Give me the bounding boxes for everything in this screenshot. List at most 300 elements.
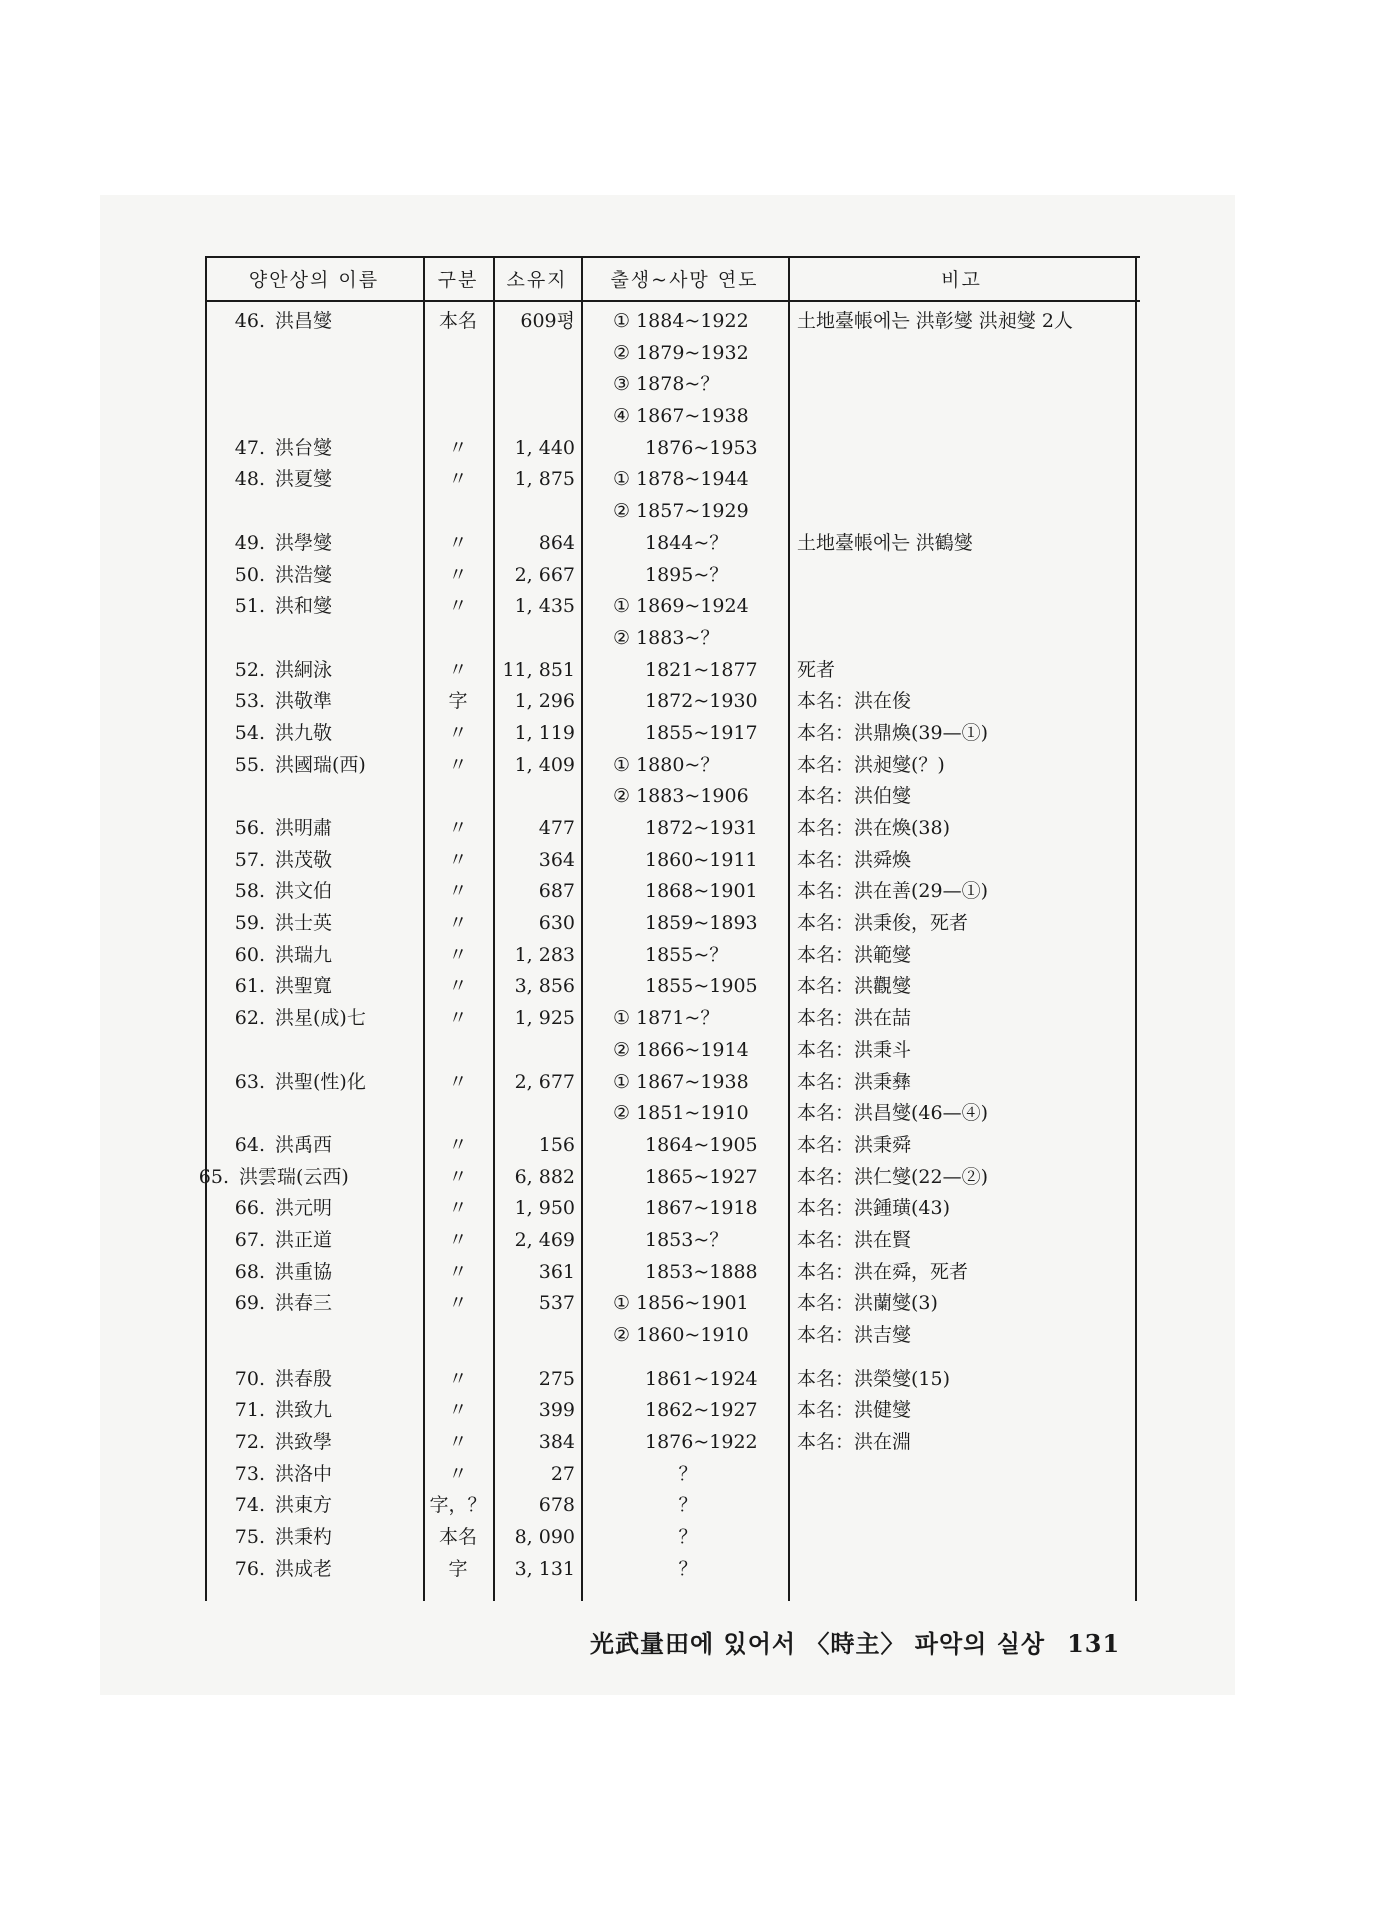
cell-note [797, 433, 1137, 465]
cell-land: 1, 435 [514, 595, 575, 618]
cell-category: 〃 [448, 943, 468, 966]
landowner-name: 洪茂敬 [275, 848, 333, 871]
cell-years: 1864~1905 [645, 1133, 758, 1156]
cell-name [225, 1364, 425, 1396]
cell-note [797, 560, 1137, 592]
cell-years: ② 1883~1906 [613, 785, 749, 808]
cell-note: 本名：洪秉斗 [797, 1038, 912, 1061]
table-row [205, 1320, 1140, 1352]
landowner-name: 洪夏燮 [275, 468, 333, 491]
cell-land: 2, 469 [514, 1228, 575, 1251]
cell-category: 〃 [448, 1133, 468, 1156]
cell-land [495, 369, 575, 401]
cell-name [225, 338, 425, 370]
table-row [205, 1193, 1140, 1225]
cell-land: 361 [538, 1260, 575, 1283]
table-row [205, 1288, 1140, 1320]
cell-note: 死者 [797, 658, 836, 681]
cell-land: 275 [538, 1367, 575, 1390]
cell-category: 〃 [448, 975, 468, 998]
cell-land: 384 [538, 1431, 575, 1454]
row-number: 46. [234, 310, 265, 332]
cell-name [225, 623, 425, 655]
row-number: 47. [234, 436, 265, 459]
cell-land: 1, 283 [514, 943, 575, 966]
cell-name [225, 940, 425, 972]
landowner-name: 洪元明 [275, 1197, 333, 1220]
cell-name [225, 655, 425, 687]
landowner-name: 洪雲瑞(云西) [239, 1165, 349, 1188]
landowner-name: 洪台燮 [275, 436, 333, 459]
cell-land [495, 496, 575, 528]
table-row [205, 369, 1140, 401]
table-row [205, 560, 1140, 592]
cell-name [225, 1320, 425, 1352]
row-number: 69. [234, 1292, 265, 1315]
cell-years: 1872~1931 [645, 817, 758, 839]
table-row [205, 338, 1140, 370]
cell-years: 1861~1924 [645, 1367, 758, 1390]
landowner-name: 洪和燮 [275, 595, 333, 618]
table-row [205, 1225, 1140, 1257]
landowner-name: 洪九敬 [275, 721, 333, 744]
cell-name [225, 876, 425, 908]
cell-note [797, 369, 1137, 401]
table-row [205, 496, 1140, 528]
cell-name [225, 1554, 425, 1586]
cell-name [225, 369, 425, 401]
cell-name [225, 1193, 425, 1225]
header-bottom-rule [205, 300, 1140, 302]
cell-category: 〃 [448, 563, 468, 586]
landowner-name: 洪學燮 [275, 531, 333, 554]
header-years: 출생~사망 연도 [610, 268, 759, 291]
cell-note: 本名：洪舜煥 [797, 848, 912, 871]
cell-name [225, 528, 425, 560]
landowner-name: 洪士英 [275, 912, 333, 935]
cell-category [423, 781, 493, 813]
cell-name [225, 845, 425, 877]
cell-name [225, 1459, 425, 1491]
cell-years: 1844~？ [645, 531, 729, 554]
landowner-name: 洪明肅 [275, 817, 333, 839]
cell-years: ② 1857~1929 [613, 500, 749, 523]
cell-land [495, 781, 575, 813]
landowner-name: 洪致九 [275, 1399, 333, 1422]
cell-years: ① 1869~1924 [613, 595, 749, 618]
cell-land: 399 [538, 1399, 575, 1422]
cell-land: 3, 131 [514, 1557, 575, 1580]
row-number: 51. [234, 595, 265, 618]
cell-category: 〃 [448, 1197, 468, 1220]
cell-name [225, 1522, 425, 1554]
cell-name [225, 1257, 425, 1289]
cell-name [225, 686, 425, 718]
cell-name [225, 464, 425, 496]
cell-name [225, 1003, 425, 1035]
table-row [205, 1427, 1140, 1459]
cell-years: ① 1884~1922 [613, 310, 749, 332]
cell-category: 〃 [448, 1070, 468, 1093]
row-number: 67. [234, 1228, 265, 1251]
table-row [205, 1459, 1140, 1491]
row-number: 54. [234, 721, 265, 744]
cell-category [423, 623, 493, 655]
row-number: 70. [234, 1367, 265, 1390]
cell-category [423, 338, 493, 370]
cell-note: 本名：洪在喆 [797, 1007, 912, 1030]
cell-name [225, 1395, 425, 1427]
cell-category: 〃 [448, 1165, 468, 1188]
cell-category: 〃 [448, 531, 468, 554]
row-number: 52. [234, 658, 265, 681]
cell-land: 3, 856 [514, 975, 575, 998]
row-number: 49. [234, 531, 265, 554]
cell-years: 1853~？ [645, 1228, 729, 1251]
cell-land: 678 [538, 1494, 575, 1517]
table-row [205, 528, 1140, 560]
cell-category: 〃 [448, 817, 468, 839]
cell-name [225, 306, 425, 338]
page-number: 131 [1067, 1629, 1121, 1658]
cell-years: 1855~？ [645, 943, 729, 966]
cell-note: 本名：洪鼎煥(39—①) [797, 721, 989, 744]
cell-category: 本名 [438, 1526, 477, 1549]
cell-note: 本名：洪昌燮(46—④) [797, 1102, 989, 1125]
landowner-name: 洪昌燮 [275, 310, 333, 332]
cell-years: ① 1878~1944 [613, 468, 749, 491]
cell-note: 土地臺帳에는 洪彰燮 洪昶燮 2人 [797, 310, 1073, 332]
cell-years: ？ [678, 1494, 698, 1517]
cell-category: 字 [448, 690, 468, 713]
header-name: 양안상의 이름 [248, 268, 380, 291]
cell-land [495, 1098, 575, 1130]
cell-land: 364 [538, 848, 575, 871]
cell-category: 〃 [448, 1007, 468, 1030]
row-number: 74. [234, 1494, 265, 1517]
cell-land: 609평 [520, 310, 575, 332]
cell-land: 1, 119 [514, 721, 575, 744]
landowner-name: 洪正道 [275, 1228, 333, 1251]
cell-name [225, 1427, 425, 1459]
cell-land [495, 1320, 575, 1352]
row-number: 73. [234, 1462, 265, 1485]
cell-name [225, 560, 425, 592]
cell-note: 本名：洪在賢 [797, 1228, 912, 1251]
landowner-name: 洪成老 [275, 1557, 333, 1580]
cell-note: 本名：洪健燮 [797, 1399, 912, 1422]
cell-years: ② 1866~1914 [613, 1038, 749, 1061]
table-row [205, 813, 1140, 845]
cell-land: 1, 296 [514, 690, 575, 713]
landowner-name: 洪春三 [275, 1292, 333, 1315]
cell-category: 〃 [448, 1399, 468, 1422]
row-number: 63. [234, 1070, 265, 1093]
cell-land: 864 [538, 531, 575, 554]
cell-note: 本名：洪榮燮(15) [797, 1367, 951, 1390]
cell-years: ① 1871~？ [613, 1007, 720, 1030]
cell-years: ① 1880~？ [613, 753, 720, 776]
cell-note: 本名：洪範燮 [797, 943, 912, 966]
cell-name [225, 1490, 425, 1522]
landowner-name: 洪洛中 [275, 1462, 333, 1485]
landowner-name: 洪絅泳 [275, 658, 333, 681]
landowner-table [198, 256, 1140, 1601]
cell-years: ？ [678, 1526, 698, 1549]
cell-note [797, 1459, 1137, 1491]
cell-years: ？ [678, 1557, 698, 1580]
cell-note: 本名：洪秉彝 [797, 1070, 912, 1093]
cell-land: 1, 875 [514, 468, 575, 491]
row-number: 59. [234, 912, 265, 935]
cell-land: 11, 851 [502, 658, 575, 681]
table-row [205, 1003, 1140, 1035]
page-footer [590, 1624, 1121, 1659]
cell-name [225, 781, 425, 813]
cell-years: 1867~1918 [645, 1197, 758, 1220]
cell-category [423, 1320, 493, 1352]
cell-category: 〃 [448, 848, 468, 871]
cell-note: 本名：洪伯燮 [797, 785, 912, 808]
cell-note: 本名：洪蘭燮(3) [797, 1292, 938, 1315]
row-number: 56. [234, 817, 265, 839]
cell-category: 〃 [448, 1462, 468, 1485]
cell-name [225, 971, 425, 1003]
cell-years: 1855~1905 [645, 975, 758, 998]
cell-category: 〃 [448, 1228, 468, 1251]
cell-years: 1876~1953 [645, 436, 758, 459]
row-number: 58. [234, 880, 265, 903]
cell-category [423, 369, 493, 401]
cell-category: 〃 [448, 468, 468, 491]
landowner-name: 洪國瑞(西) [275, 753, 366, 776]
cell-name [225, 591, 425, 623]
cell-name [225, 1035, 425, 1067]
table-row [205, 306, 1140, 338]
header-land: 소유지 [506, 268, 568, 291]
cell-years: 1876~1922 [645, 1431, 758, 1454]
cell-note: 本名：洪昶燮(？) [797, 753, 945, 776]
cell-years: 1872~1930 [645, 690, 758, 713]
table-row [205, 845, 1140, 877]
cell-note: 本名：洪鍾璜(43) [797, 1197, 951, 1220]
cell-category: 字 [448, 1557, 468, 1580]
row-number: 55. [234, 753, 265, 776]
cell-category: 〃 [448, 595, 468, 618]
cell-name [225, 401, 425, 433]
cell-note [797, 401, 1137, 433]
table-row [205, 1130, 1140, 1162]
row-number: 57. [234, 848, 265, 871]
landowner-name: 洪浩燮 [275, 563, 333, 586]
cell-category: 本名 [438, 310, 477, 332]
cell-name [225, 718, 425, 750]
cell-land: 1, 950 [514, 1197, 575, 1220]
cell-years: ② 1883~？ [613, 626, 720, 649]
cell-category [423, 496, 493, 528]
cell-years: ④ 1867~1938 [613, 405, 749, 428]
cell-years: ？ [678, 1462, 698, 1485]
table-row [205, 1035, 1140, 1067]
table-row [205, 1067, 1140, 1099]
cell-years: 1868~1901 [645, 880, 758, 903]
cell-note [797, 1490, 1137, 1522]
cell-category [423, 1035, 493, 1067]
row-number: 64. [234, 1133, 265, 1156]
table-row [198, 1162, 1140, 1194]
cell-note [797, 496, 1137, 528]
cell-years: 1853~1888 [645, 1260, 758, 1283]
cell-note [797, 464, 1137, 496]
cell-years: 1862~1927 [645, 1399, 758, 1422]
footer-title: 光武量田에 있어서 〈時主〉 파악의 실상 [590, 1629, 1046, 1658]
table-row [205, 718, 1140, 750]
row-number: 62. [234, 1007, 265, 1030]
cell-land [495, 401, 575, 433]
cell-category [423, 401, 493, 433]
landowner-name: 洪聖(性)化 [275, 1070, 366, 1093]
cell-years: ③ 1878~？ [613, 373, 720, 396]
table-row [205, 591, 1140, 623]
table-row [205, 464, 1140, 496]
cell-years: 1860~1911 [645, 848, 758, 871]
table-row [205, 1554, 1140, 1586]
landowner-name: 洪禹西 [275, 1133, 333, 1156]
cell-category: 〃 [448, 658, 468, 681]
cell-name [225, 1067, 425, 1099]
table-row [205, 908, 1140, 940]
cell-note: 本名：洪在俊 [797, 690, 912, 713]
cell-note [797, 591, 1137, 623]
cell-note: 本名：洪吉燮 [797, 1324, 912, 1346]
cell-note: 本名：洪在淵 [797, 1431, 912, 1454]
landowner-name: 洪重協 [275, 1260, 333, 1283]
cell-land: 6, 882 [514, 1165, 575, 1188]
cell-name [225, 433, 425, 465]
cell-note: 土地臺帳에는 洪鶴燮 [797, 531, 973, 554]
landowner-name: 洪東方 [275, 1494, 333, 1517]
table-row [205, 781, 1140, 813]
cell-land: 1, 440 [514, 436, 575, 459]
cell-category: 〃 [448, 436, 468, 459]
cell-note [797, 1522, 1137, 1554]
cell-category: 字，？ [429, 1494, 487, 1517]
landowner-name: 洪敬準 [275, 690, 333, 713]
table-row [205, 1098, 1140, 1130]
landowner-name: 洪瑞九 [275, 943, 333, 966]
landowner-name: 洪春殷 [275, 1367, 333, 1390]
cell-land: 27 [550, 1462, 575, 1485]
cell-years: 1895~？ [645, 563, 729, 586]
cell-category: 〃 [448, 912, 468, 935]
table-row [205, 686, 1140, 718]
table-row [205, 433, 1140, 465]
cell-name [225, 1288, 425, 1320]
row-number: 72. [234, 1431, 265, 1454]
cell-note [797, 623, 1137, 655]
table-row [205, 750, 1140, 782]
cell-name [225, 1225, 425, 1257]
table-row [205, 401, 1140, 433]
table-row [205, 1522, 1140, 1554]
table-body [198, 306, 1140, 1586]
cell-category [423, 1098, 493, 1130]
table-row [205, 1395, 1140, 1427]
cell-name [189, 1162, 389, 1194]
header-note: 비고 [941, 268, 982, 291]
cell-note: 本名：洪秉舜 [797, 1133, 912, 1156]
cell-name [225, 1098, 425, 1130]
cell-category: 〃 [448, 1292, 468, 1315]
row-number: 65. [198, 1165, 229, 1188]
cell-category: 〃 [448, 721, 468, 744]
cell-land: 2, 677 [514, 1070, 575, 1093]
header-category: 구분 [437, 268, 479, 291]
cell-note: 本名：洪仁燮(22—②) [797, 1165, 989, 1188]
cell-years: 1865~1927 [645, 1165, 758, 1188]
table-row [205, 876, 1140, 908]
cell-land [495, 338, 575, 370]
cell-land: 477 [538, 817, 575, 839]
row-number: 48. [234, 468, 265, 491]
row-number: 60. [234, 943, 265, 966]
cell-note: 本名：洪在煥(38) [797, 817, 951, 839]
cell-years: ① 1867~1938 [613, 1070, 749, 1093]
landowner-name: 洪文伯 [275, 880, 333, 903]
row-number: 75. [234, 1526, 265, 1549]
cell-note: 本名：洪在舜，死者 [797, 1260, 969, 1283]
table-row [205, 940, 1140, 972]
landowner-name: 洪秉杓 [275, 1526, 333, 1549]
row-number: 53. [234, 690, 265, 713]
cell-years: ② 1879~1932 [613, 341, 749, 364]
cell-land: 687 [538, 880, 575, 903]
landowner-name: 洪聖寬 [275, 975, 333, 998]
cell-category: 〃 [448, 880, 468, 903]
cell-years: ② 1860~1910 [613, 1324, 749, 1346]
cell-name [225, 496, 425, 528]
cell-category: 〃 [448, 1367, 468, 1390]
landowner-name: 洪星(成)七 [275, 1007, 366, 1030]
cell-category: 〃 [448, 1260, 468, 1283]
cell-years: 1859~1893 [645, 912, 758, 935]
table-row [205, 655, 1140, 687]
cell-years: ① 1856~1901 [613, 1292, 749, 1315]
table-row [205, 1364, 1140, 1396]
cell-note: 本名：洪在善(29—①) [797, 880, 989, 903]
cell-land: 8, 090 [514, 1526, 575, 1549]
table-row [205, 1257, 1140, 1289]
cell-note: 本名：洪觀燮 [797, 975, 912, 998]
cell-land [495, 623, 575, 655]
row-number: 61. [234, 975, 265, 998]
cell-land: 156 [538, 1133, 575, 1156]
table-row [205, 1490, 1140, 1522]
cell-note [797, 1554, 1137, 1586]
cell-name [225, 1130, 425, 1162]
landowner-name: 洪致學 [275, 1431, 333, 1454]
cell-note [797, 338, 1137, 370]
cell-name [225, 750, 425, 782]
row-number: 66. [234, 1197, 265, 1220]
cell-category: 〃 [448, 753, 468, 776]
cell-land: 537 [538, 1292, 575, 1315]
row-number: 50. [234, 563, 265, 586]
row-number: 76. [234, 1557, 265, 1580]
cell-years: 1855~1917 [645, 721, 758, 744]
cell-note: 本名：洪秉俊，死者 [797, 912, 969, 935]
row-number: 71. [234, 1399, 265, 1422]
